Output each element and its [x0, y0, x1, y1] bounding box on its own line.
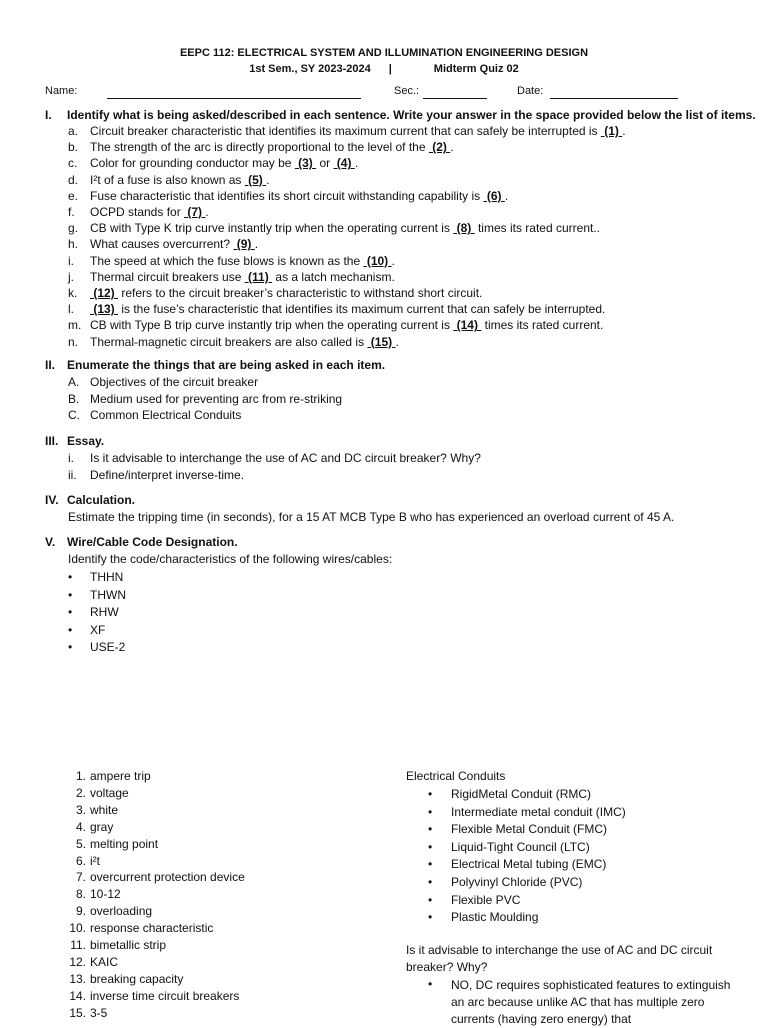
bullet-dot: •	[428, 857, 433, 872]
answer-number: 1.	[75, 769, 86, 783]
conduit-text: Electrical Metal tubing (EMC)	[451, 857, 607, 872]
item-label: i.	[68, 451, 74, 465]
item-text-part: Thermal-magnetic circuit breakers are also called is	[90, 334, 368, 349]
answer-blank: (7)	[184, 205, 206, 219]
bullet-dot: •	[68, 605, 73, 620]
item-text	[90, 237, 258, 251]
answer-text: i²t	[90, 853, 100, 868]
answer-blank: (10)	[363, 253, 392, 268]
item-text-part: OCPD stands for	[90, 205, 185, 219]
subtitle-separator: |	[388, 63, 392, 75]
item-label: j.	[68, 269, 74, 284]
answer-blank: (13)	[90, 302, 119, 317]
wire-code-intro: Identify the code/characteristics of the following wires/cables:	[68, 552, 393, 566]
answer-text: response characteristic	[90, 921, 214, 936]
item-text-part: .	[254, 237, 259, 252]
item-text: Medium used for preventing arc from re-striking	[90, 391, 343, 406]
item-text	[90, 173, 269, 187]
item-text: Define/interpret inverse-time.	[90, 467, 245, 482]
answer-text: voltage	[90, 785, 129, 800]
date-label: Date:	[517, 85, 544, 97]
item-text-part: Color for grounding conductor may be	[90, 156, 295, 171]
section-3-heading: III. Essay.	[45, 434, 105, 448]
item-label: i.	[68, 253, 74, 268]
bullet-dot: •	[428, 804, 433, 819]
answer-blank: (11)	[244, 269, 273, 284]
item-label: d.	[68, 172, 79, 187]
item-text-part: The speed at which the fuse blows is known as the	[90, 253, 364, 268]
answer-text: KAIC	[90, 954, 119, 969]
answer-text: 10-12	[90, 887, 121, 902]
item-label: l.	[68, 302, 74, 317]
item-text	[90, 254, 395, 268]
item-text-part: CB with Type B trip curve instantly trip when the operating current is	[90, 318, 454, 333]
answer-blank: (14)	[453, 318, 482, 333]
item-text	[90, 205, 209, 219]
answer-text: melting point	[90, 836, 159, 851]
section-2-heading: II. Enumerate the things that are being asked in each item.	[45, 358, 386, 372]
item-text-part: times its rated current.	[481, 318, 604, 333]
bullet-dot: •	[428, 839, 433, 854]
item-text-part: What causes overcurrent?	[90, 237, 234, 252]
section-4-heading: IV. Calculation.	[45, 493, 136, 507]
item-text	[90, 270, 395, 284]
item-text-part: CB with Type K trip curve instantly trip when the operating current is	[90, 221, 454, 236]
answer-text: 3-5	[90, 1005, 108, 1020]
item-text	[90, 189, 508, 203]
item-label: ii.	[68, 467, 77, 482]
item-text-part: I²t of a fuse is also known as	[90, 172, 245, 187]
conduit-text: Plastic Moulding	[451, 910, 539, 925]
item-label: k.	[68, 286, 78, 300]
item-label: m.	[68, 318, 82, 333]
course-title: EEPC 112: ELECTRICAL SYSTEM AND ILLUMINATION ENGINEERING DESIGN	[179, 47, 589, 59]
item-text	[90, 124, 626, 138]
item-text	[90, 302, 605, 316]
conduit-text: Flexible Metal Conduit (FMC)	[451, 822, 608, 837]
essay-question-repeat: Is it advisable to interchange the use of AC and DC circuit breaker? Why?	[406, 943, 713, 974]
bullet-dot: •	[428, 822, 433, 837]
answer-number: 3.	[75, 802, 86, 817]
item-text-part: .	[391, 253, 395, 268]
item-label: e.	[68, 188, 79, 203]
item-text-part: .	[450, 140, 454, 155]
conduits-title: Electrical Conduits	[406, 769, 506, 783]
answer-number: 12.	[69, 954, 86, 969]
answer-number: 13.	[69, 971, 86, 986]
answer-text: white	[90, 802, 119, 817]
item-text-part: as a latch mechanism.	[272, 269, 395, 284]
item-text-part: .	[622, 124, 626, 138]
item-text-part: .	[266, 172, 270, 187]
answer-blank: (8)	[453, 221, 475, 236]
item-text-part: The strength of the arc is directly proportional to the level of the	[90, 140, 429, 155]
item-text	[90, 286, 482, 300]
conduit-text: Flexible PVC	[451, 892, 521, 907]
item-text-part: Circuit breaker characteristic that identifies its maximum current that can safely be interrupted is	[90, 124, 601, 138]
wire-code-text: RHW	[90, 605, 119, 620]
sec-label: Sec.:	[394, 85, 420, 97]
wire-code-text: THWN	[90, 587, 126, 602]
item-label: n.	[68, 334, 79, 349]
answer-number: 11.	[70, 938, 86, 952]
item-text-part: .	[504, 188, 509, 203]
answer-text: overloading	[90, 904, 153, 919]
conduit-text: Polyvinyl Chloride (PVC)	[451, 875, 583, 889]
conduit-text: Liquid-Tight Council (LTC)	[451, 839, 590, 854]
answer-text: inverse time circuit breakers	[90, 988, 240, 1003]
student-info-row	[45, 85, 735, 101]
item-label: g.	[68, 221, 79, 236]
answer-blank: (15)	[367, 334, 396, 349]
item-text: Is it advisable to interchange the use of AC and DC circuit breaker? Why?	[90, 451, 481, 465]
item-label: C.	[68, 408, 80, 422]
section-field[interactable]	[423, 98, 487, 99]
wire-code-text: THHN	[90, 570, 124, 584]
answer-number: 9.	[75, 904, 86, 919]
bullet-dot: •	[428, 910, 433, 925]
bullet-dot: •	[428, 875, 433, 889]
item-label: B.	[68, 391, 80, 406]
wire-code-text: XF	[90, 622, 106, 637]
answer-number: 10.	[69, 921, 86, 936]
item-text-part: Thermal circuit breakers use	[90, 269, 245, 284]
item-text-part: .	[354, 156, 359, 171]
answer-blank: (2)	[428, 140, 451, 155]
item-label: b.	[68, 140, 79, 155]
item-label: f.	[68, 205, 75, 219]
item-label: a.	[68, 124, 79, 138]
answer-blank: (3)	[294, 156, 317, 171]
answer-number: 2.	[75, 785, 86, 800]
answer-text: overcurrent protection device	[90, 870, 245, 885]
name-field[interactable]	[107, 98, 361, 99]
date-field[interactable]	[550, 98, 678, 99]
essay-answer-text: NO, DC requires sophisticated features to extinguish an arc because unlike AC that has multiple zero currents (having zero energy) that	[451, 978, 731, 1026]
bullet-dot: •	[68, 622, 73, 637]
bullet-dot: •	[68, 640, 73, 655]
answer-blank: (12)	[90, 286, 119, 300]
conduit-text: Intermediate metal conduit (IMC)	[451, 804, 626, 819]
conduit-text: RigidMetal Conduit (RMC)	[451, 787, 592, 801]
item-text	[90, 156, 358, 170]
answer-number: 8.	[75, 887, 86, 902]
item-label: h.	[68, 237, 79, 252]
item-label: c.	[68, 156, 78, 171]
answer-number: 14.	[69, 988, 86, 1003]
item-text-part: times its rated current..	[474, 221, 600, 236]
section-1-heading: I. Identify what is being asked/described in each sentence. Write your answer in the space provided below the list of items.	[45, 108, 756, 122]
answer-blank: (5)	[244, 172, 267, 187]
answer-number: 5.	[75, 836, 86, 851]
calculation-question: Estimate the tripping time (in seconds), for a 15 AT MCB Type B who has experienced an overload current of 45 A.	[68, 510, 675, 524]
bullet-dot: •	[428, 892, 433, 907]
item-text	[90, 335, 399, 349]
answer-text: gray	[90, 819, 114, 834]
answer-blank: (9)	[233, 237, 255, 252]
name-label: Name:	[45, 85, 78, 97]
item-text-part: refers to the circuit breaker’s characteristic to withstand short circuit.	[118, 286, 483, 300]
item-text	[90, 140, 454, 154]
answer-blank: (6)	[483, 188, 505, 203]
item-text-part: .	[205, 205, 209, 219]
answer-text: bimetallic strip	[90, 938, 167, 952]
answer-blank: (1)	[600, 124, 623, 138]
semester-text: 1st Sem., SY 2023-2024	[249, 63, 371, 75]
item-text: Objectives of the circuit breaker	[90, 375, 259, 389]
item-text-part: is the fuse’s characteristic that identifies its maximum current that can safely be interrupted.	[118, 302, 606, 317]
quiz-subtitle	[0, 63, 768, 75]
answer-number: 6.	[75, 853, 86, 868]
answer-blank: (4)	[333, 156, 355, 171]
quiz-name: Midterm Quiz 02	[433, 63, 519, 75]
answer-number: 7.	[75, 870, 86, 885]
item-text-part: Fuse characteristic that identifies its short circuit withstanding capability is	[90, 188, 484, 203]
answer-number: 15.	[69, 1005, 86, 1020]
item-text	[90, 318, 603, 332]
bullet-dot: •	[68, 570, 73, 584]
item-text	[90, 221, 600, 235]
bullet-dot: •	[428, 787, 433, 801]
item-text: Common Electrical Conduits	[90, 408, 242, 422]
essay-answer-bullet: •	[428, 977, 433, 991]
bullet-dot: •	[68, 587, 73, 602]
answer-text: ampere trip	[90, 769, 151, 783]
answer-number: 4.	[75, 819, 86, 834]
item-text-part: or	[316, 156, 334, 171]
answer-text: breaking capacity	[90, 971, 184, 986]
item-label: A.	[68, 375, 80, 389]
item-text-part: .	[395, 334, 399, 349]
wire-code-text: USE-2	[90, 640, 126, 655]
section-5-heading: V. Wire/Cable Code Designation.	[45, 535, 238, 549]
